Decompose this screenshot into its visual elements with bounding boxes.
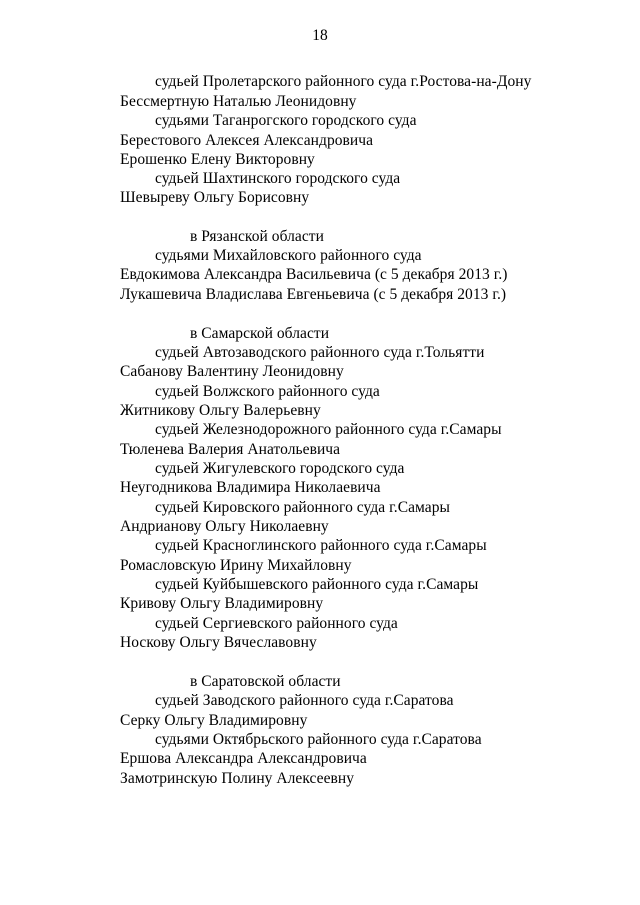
court-line: судьей Сергиевского районного суда <box>155 615 398 632</box>
judge-name: Ершова Александра Александровича <box>120 750 367 767</box>
judge-name: Евдокимова Александра Васильевича (с 5 декабря 2013 г.) <box>120 266 508 283</box>
court-line: судьей Жигулевского городского суда <box>155 460 405 477</box>
region-heading: в Самарской области <box>190 325 330 342</box>
judge-name: Лукашевича Владислава Евгеньевича (с 5 декабря 2013 г.) <box>120 286 507 303</box>
court-line: судьей Железнодорожного районного суда г.Самары <box>155 421 502 438</box>
court-line: судьей Куйбышевского районного суда г.Самары <box>155 576 479 593</box>
judge-name: Неугодникова Владимира Николаевича <box>120 479 381 496</box>
judge-name: Серку Ольгу Владимировну <box>120 712 308 729</box>
court-line: судьями Михайловского районного суда <box>155 247 422 264</box>
judge-name: Ромасловскую Ирину Михайловну <box>120 557 352 574</box>
court-line: судьей Волжского районного суда <box>155 383 380 400</box>
court-line: судьей Пролетарского районного суда г.Ростова-на-Дону <box>155 73 532 90</box>
court-line: судьей Шахтинского городского суда <box>155 170 401 187</box>
judge-name: Шевыреву Ольгу Борисовну <box>120 189 310 206</box>
judge-name: Сабанову Валентину Леонидовну <box>120 363 344 380</box>
court-line: судьями Таганрогского городского суда <box>155 112 417 129</box>
judge-name: Берестового Алексея Александровича <box>120 132 374 149</box>
court-line: судьей Кировского районного суда г.Самары <box>155 499 450 516</box>
court-line: судьей Заводского районного суда г.Саратова <box>155 692 454 709</box>
judge-name: Тюленева Валерия Анатольевича <box>120 441 341 458</box>
judge-name: Носкову Ольгу Вячеславовну <box>120 634 317 651</box>
judge-name: Ерошенко Елену Викторовну <box>120 151 315 168</box>
judge-name: Андрианову Ольгу Николаевну <box>120 518 329 535</box>
court-line: судьей Красноглинского районного суда г.Самары <box>155 537 487 554</box>
judge-name: Бессмертную Наталью Леонидовну <box>120 93 357 110</box>
judge-name: Замотринскую Полину Алексеевну <box>120 770 355 787</box>
region-heading: в Саратовской области <box>190 673 341 690</box>
judge-name: Кривову Ольгу Владимировну <box>120 595 324 612</box>
region-heading: в Рязанской области <box>190 228 324 245</box>
page-number: 18 <box>312 27 328 44</box>
court-line: судьями Октябрьского районного суда г.Саратова <box>155 731 482 748</box>
court-line: судьей Автозаводского районного суда г.Тольятти <box>155 344 485 361</box>
judge-name: Житникову Ольгу Валерьевну <box>120 402 321 419</box>
